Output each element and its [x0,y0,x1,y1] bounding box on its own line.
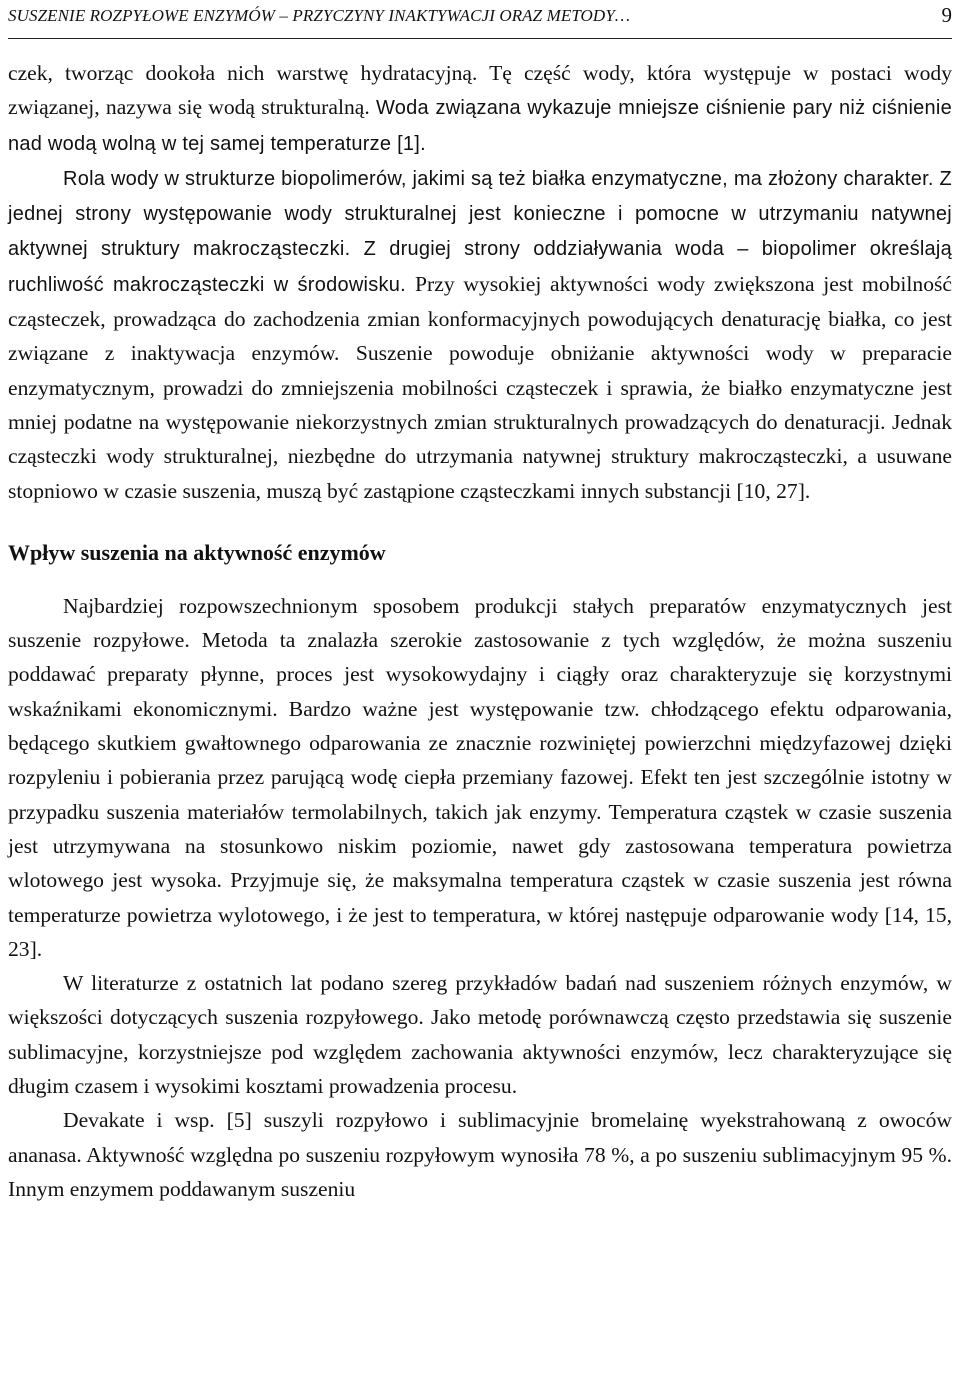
paragraph-5: Devakate i wsp. [5] suszyli rozpyłowo i sublimacyjnie bromelainę wyekstrahowaną z owoców ananasa. Aktywność względna po suszeniu rozpyłowym wynosiła 78 %, a po suszeniu sublimacyjnym 95 %. Innym enzymem poddawanym suszeniu [8,1108,952,1201]
section-heading: Wpływ suszenia na aktywność enzymów [8,539,386,565]
paragraph-1 [8,56,952,161]
paragraph-3: Najbardziej rozpowszechnionym sposobem produkcji stałych preparatów enzymatycznych jest suszenie rozpyłowe. Metoda ta znalazła szerokie zastosowanie z tych względów, że można suszeniu poddawać preparaty płynne, proces jest wysokowydajny i ciągły oraz charakteryzuje się korzystnymi wskaźnikami ekonomicznymi. Bardzo ważne jest występowanie tzw. chłodzącego efektu odparowania, będącego skutkiem gwałtownego odparowania ze znacznie rozwiniętej powierzchni międzyfazowej dzięki rozpyleniu i pobierania przez parującą wodę ciepła przemiany fazowej. Efekt ten jest szczególnie istotny w przypadku suszenia materiałów termolabilnych, takich jak enzymy. Temperatura cząstek w czasie suszenia jest utrzymywana na stosunkowo niskim poziomie, nawet gdy zastosowana temperatura powietrza wlotowego jest wysoka. Przyjmuje się, że maksymalna temperatura cząstek w czasie suszenia jest równa temperaturze powietrza wylotowego, i że jest to temperatura, w której następuje odparowanie wody [14, 15, 23]. [8,593,952,961]
paragraph-1-part-b: Woda związana wykazuje mniejsze ciśnienie pary niż ciśnienie nad wodą wolną w tej samej temperaturze [1]. [8,97,952,155]
paragraph-2-part-a: Rola wody w strukturze biopolimerów, jakimi są też białka enzymatyczne, ma złożony charakter. Z jednej strony występowanie wody strukturalnej jest konieczne i pomocne w utrzymaniu natywnej aktywnej struktury makrocząsteczki. Z drugiej strony oddziaływania woda – biopolimer określają ruchliwość makrocząsteczki w środowisku. [8,167,952,296]
running-title: SUSZENIE ROZPYŁOWE ENZYMÓW – PRZYCZYNY INAKTYWACJI ORAZ METODY… [8,6,631,25]
paragraph-4: W literaturze z ostatnich lat podano szereg przykładów badań nad suszeniem różnych enzymów, w większości dotyczących suszenia rozpyłowego. Jako metodę porównawczą często przedstawia się suszenie sublimacyjne, korzystniejsze pod względem zachowania aktywności enzymów, lecz charakteryzujące się długim czasem i wysokimi kosztami prowadzenia procesu. [8,971,952,1099]
page-number: 9 [941,3,952,27]
document-page [8,0,952,1206]
paragraph-1-part-a: czek, tworząc dookoła nich warstwę hydratacyjną. Tę część wody, która występuje w postaci wody związanej, nazywa się wodą strukturalną. [8,61,952,120]
paragraph-2-part-b: Przy wysokiej aktywności wody zwiększona jest mobilność cząsteczek, prowadząca do zachodzenia zmian konformacyjnych powodujących denaturację białka, co jest związane z inaktywacja enzymów. Suszenie powoduje obniżanie aktywności wody w preparacie enzymatycznym, prowadzi do zmniejszenia mobilności cząsteczek i sprawia, że białko enzymatyczne jest mniej podatne na występowanie niekorzystnych zmian strukturalnych prowadzących do denaturacji. Jednak cząsteczki wody strukturalnej, niezbędne do utrzymania natywnej struktury makrocząsteczki, a usuwane stopniowo w czasie suszenia, muszą być zastąpione cząsteczkami innych substancji [10, 27]. [8,271,953,503]
paragraph-2 [8,161,952,508]
running-header [8,0,952,39]
